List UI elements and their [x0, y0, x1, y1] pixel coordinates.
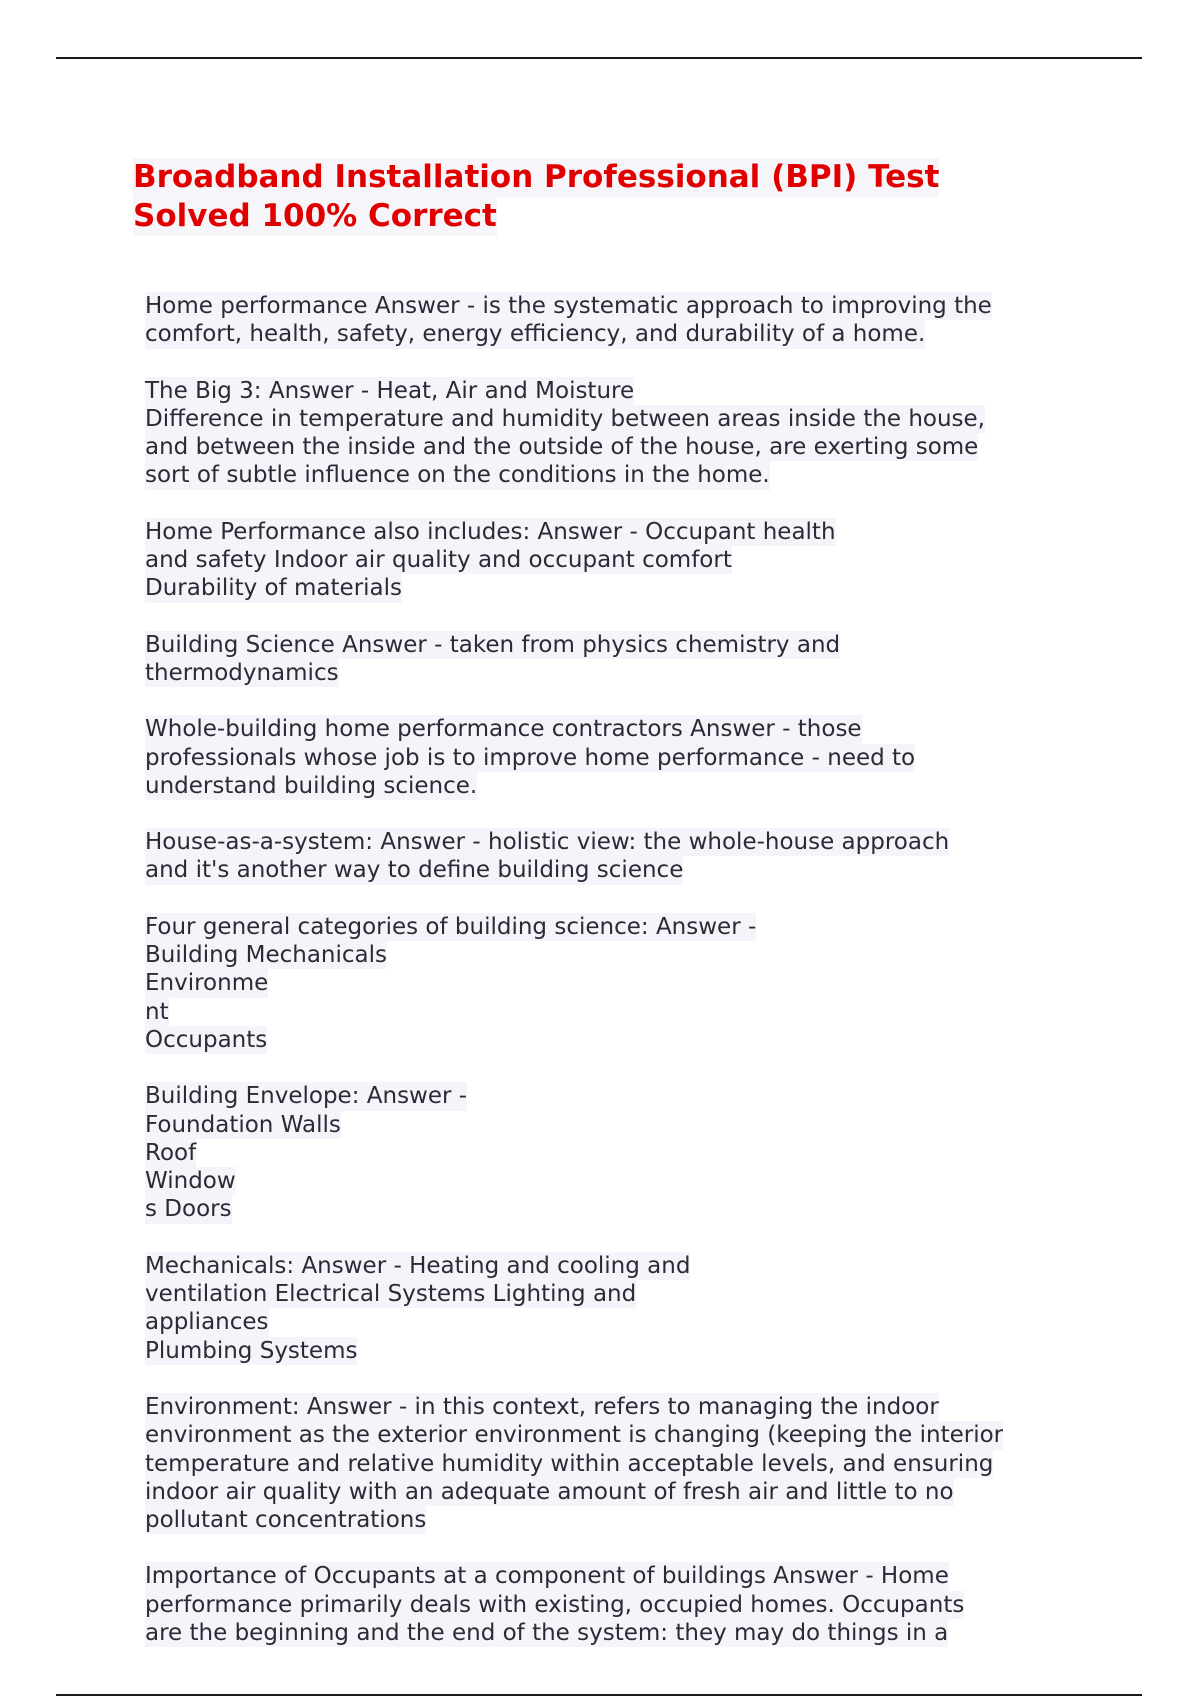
qa-line: Roof	[145, 1139, 197, 1166]
qa-line: s Doors	[145, 1196, 232, 1223]
qa-line: Home Performance also includes: Answer - Occupant health	[145, 518, 836, 545]
qa-line: and safety Indoor air quality and occupant comfort	[145, 547, 732, 574]
qa-line: Environment: Answer - in this context, refers to managing the indoor	[145, 1393, 939, 1420]
qa-entry	[145, 518, 1065, 603]
qa-line: indoor air quality with an adequate amount of fresh air and little to no	[145, 1478, 954, 1505]
qa-line: Building Science Answer - taken from physics chemistry and	[145, 631, 841, 658]
qa-entry	[145, 828, 1065, 885]
qa-line: Plumbing Systems	[145, 1337, 358, 1364]
qa-entry	[145, 1252, 1065, 1365]
qa-line: Occupants	[145, 1026, 268, 1053]
qa-line: temperature and relative humidity within acceptable levels, and ensuring	[145, 1450, 994, 1477]
qa-line: are the beginning and the end of the system: they may do things in a	[145, 1619, 949, 1646]
qa-entry	[145, 631, 1065, 688]
qa-entry	[145, 1562, 1065, 1647]
title-line: Broadband Installation Professional (BPI) Test	[133, 159, 940, 195]
header-rule	[56, 57, 1142, 59]
qa-line: Durability of materials	[145, 575, 403, 602]
qa-entry	[145, 377, 1065, 490]
qa-line: and it's another way to define building science	[145, 857, 684, 884]
qa-line: Four general categories of building science: Answer -	[145, 913, 757, 940]
qa-line: Foundation Walls	[145, 1111, 341, 1138]
qa-list	[145, 292, 1065, 1675]
qa-entry	[145, 913, 1065, 1054]
qa-line: Importance of Occupants at a component of buildings Answer - Home	[145, 1563, 949, 1590]
qa-line: Environme	[145, 970, 269, 997]
qa-line: Home performance Answer - is the systematic approach to improving the	[145, 293, 992, 319]
qa-line: comfort, health, safety, energy efficiency, and durability of a home.	[145, 321, 926, 348]
qa-line: ventilation Electrical Systems Lighting and	[145, 1281, 637, 1308]
footer-rule	[56, 1694, 1142, 1696]
qa-line: Window	[145, 1168, 236, 1195]
qa-entry	[145, 292, 1065, 349]
qa-entry	[145, 715, 1065, 800]
qa-line: Mechanicals: Answer - Heating and cooling and	[145, 1252, 691, 1279]
qa-line: performance primarily deals with existing, occupied homes. Occupants	[145, 1591, 965, 1618]
qa-line: professionals whose job is to improve home performance - need to	[145, 744, 916, 771]
qa-line: sort of subtle influence on the conditions in the home.	[145, 462, 770, 489]
qa-line: and between the inside and the outside of the house, are exerting some	[145, 434, 979, 461]
qa-line: pollutant concentrations	[145, 1507, 427, 1534]
qa-line: nt	[145, 998, 169, 1025]
qa-entry	[145, 1082, 1065, 1223]
qa-line: Difference in temperature and humidity between areas inside the house,	[145, 405, 985, 432]
qa-line: appliances	[145, 1309, 269, 1336]
qa-line: thermodynamics	[145, 659, 339, 686]
qa-line: The Big 3: Answer - Heat, Air and Moisture	[145, 377, 635, 404]
page-title	[133, 158, 1013, 236]
qa-line: Building Envelope: Answer -	[145, 1083, 468, 1110]
qa-line: environment as the exterior environment is changing (keeping the interior	[145, 1422, 1004, 1449]
qa-line: Building Mechanicals	[145, 942, 388, 969]
qa-entry	[145, 1393, 1065, 1534]
qa-line: Whole-building home performance contractors Answer - those	[145, 716, 862, 743]
title-line: Solved 100% Correct	[133, 198, 497, 234]
qa-line: understand building science.	[145, 772, 478, 799]
qa-line: House-as-a-system: Answer - holistic view: the whole-house approach	[145, 829, 950, 856]
